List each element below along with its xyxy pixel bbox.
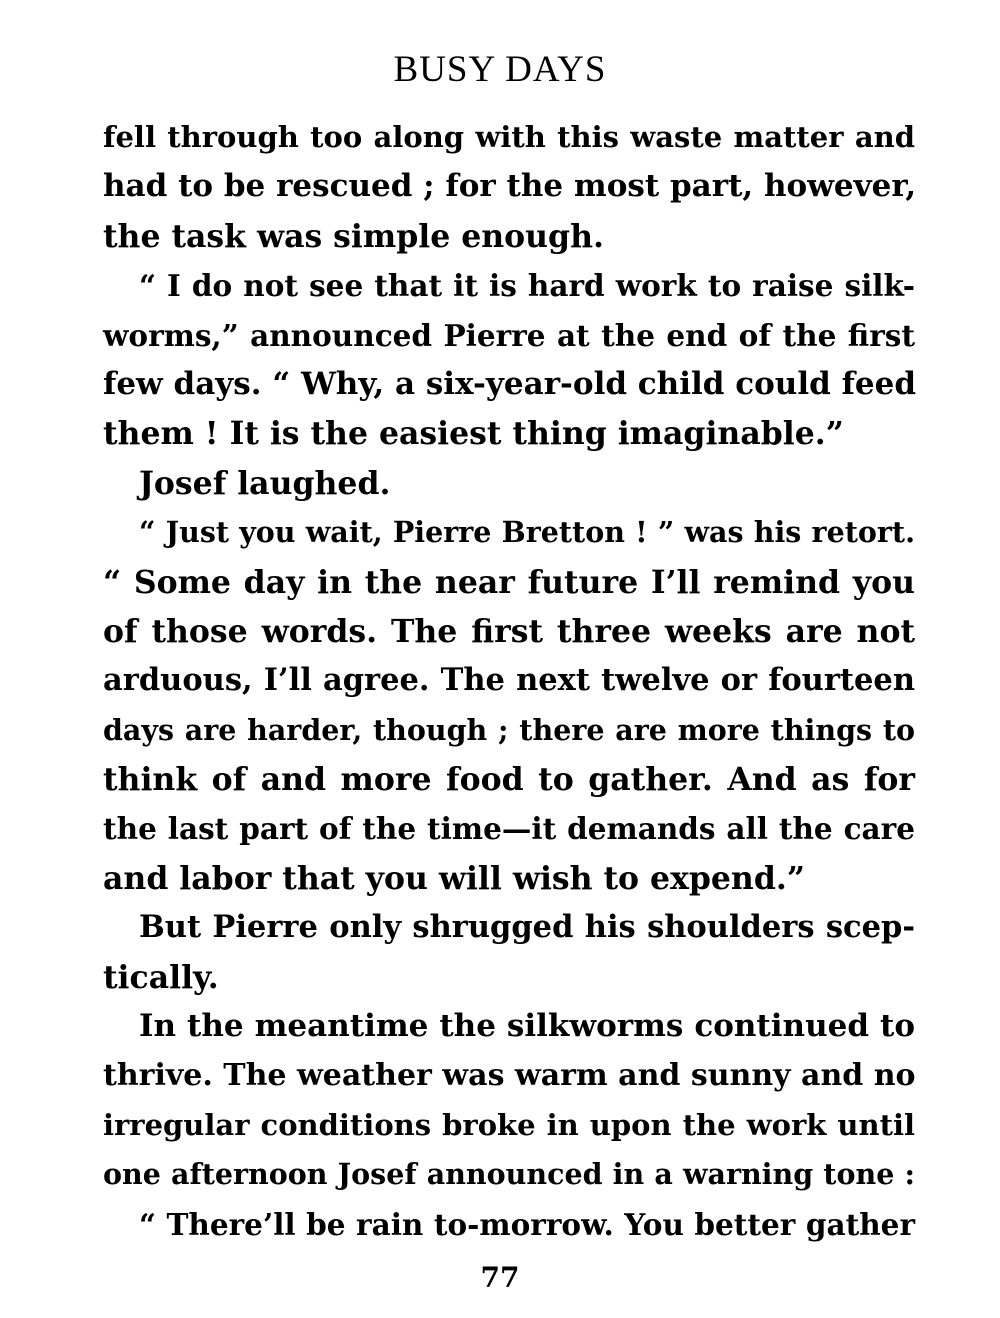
text-line: arduous, I’ll agree. The next twelve or fourteen (103, 662, 915, 699)
text-line: the task was simple enough. (103, 217, 604, 255)
page-number: 77 (480, 1261, 520, 1294)
text-line: Josef laughed. (139, 464, 391, 502)
text-line: of those words. The first three weeks are not (103, 612, 915, 650)
text-line: days are harder, though ; there are more things to (103, 712, 915, 747)
text-line: In the meantime the silkworms continued to (139, 1008, 915, 1045)
text-line: and labor that you will wish to expend.” (103, 859, 805, 897)
text-line: thrive. The weather was warm and sunny and no (103, 1058, 916, 1094)
text-line: had to be rescued ; for the most part, however, (103, 168, 917, 205)
text-line: But Pierre only shrugged his shoulders scep- (139, 909, 915, 946)
text-line: few days. “ Why, a six-year-old child could feed (103, 365, 917, 402)
text-line: “ Some day in the near future I’ll remind you (103, 563, 915, 601)
text-line: worms,” announced Pierre at the end of the first (103, 317, 915, 353)
text-line: irregular conditions broke in upon the work until (103, 1107, 915, 1142)
text-line: fell through too along with this waste matter and (103, 120, 915, 154)
text-line: “ There’ll be rain to-morrow. You better gather (139, 1206, 915, 1242)
text-line: “ I do not see that it is hard work to raise silk- (139, 268, 915, 304)
text-line: one afternoon Josef announced in a warning tone : (103, 1157, 915, 1192)
text-line: tically. (103, 958, 219, 996)
text-line: the last part of the time—it demands all the care (103, 811, 915, 847)
text-line: “ Just you wait, Pierre Bretton ! ” was his retort. (139, 515, 915, 550)
body-text (103, 113, 915, 1249)
text-line: them ! It is the easiest thing imaginable.” (103, 415, 844, 453)
running-head: BUSY DAYS (393, 49, 607, 90)
text-line: think of and more food to gather. And as for (103, 761, 915, 799)
